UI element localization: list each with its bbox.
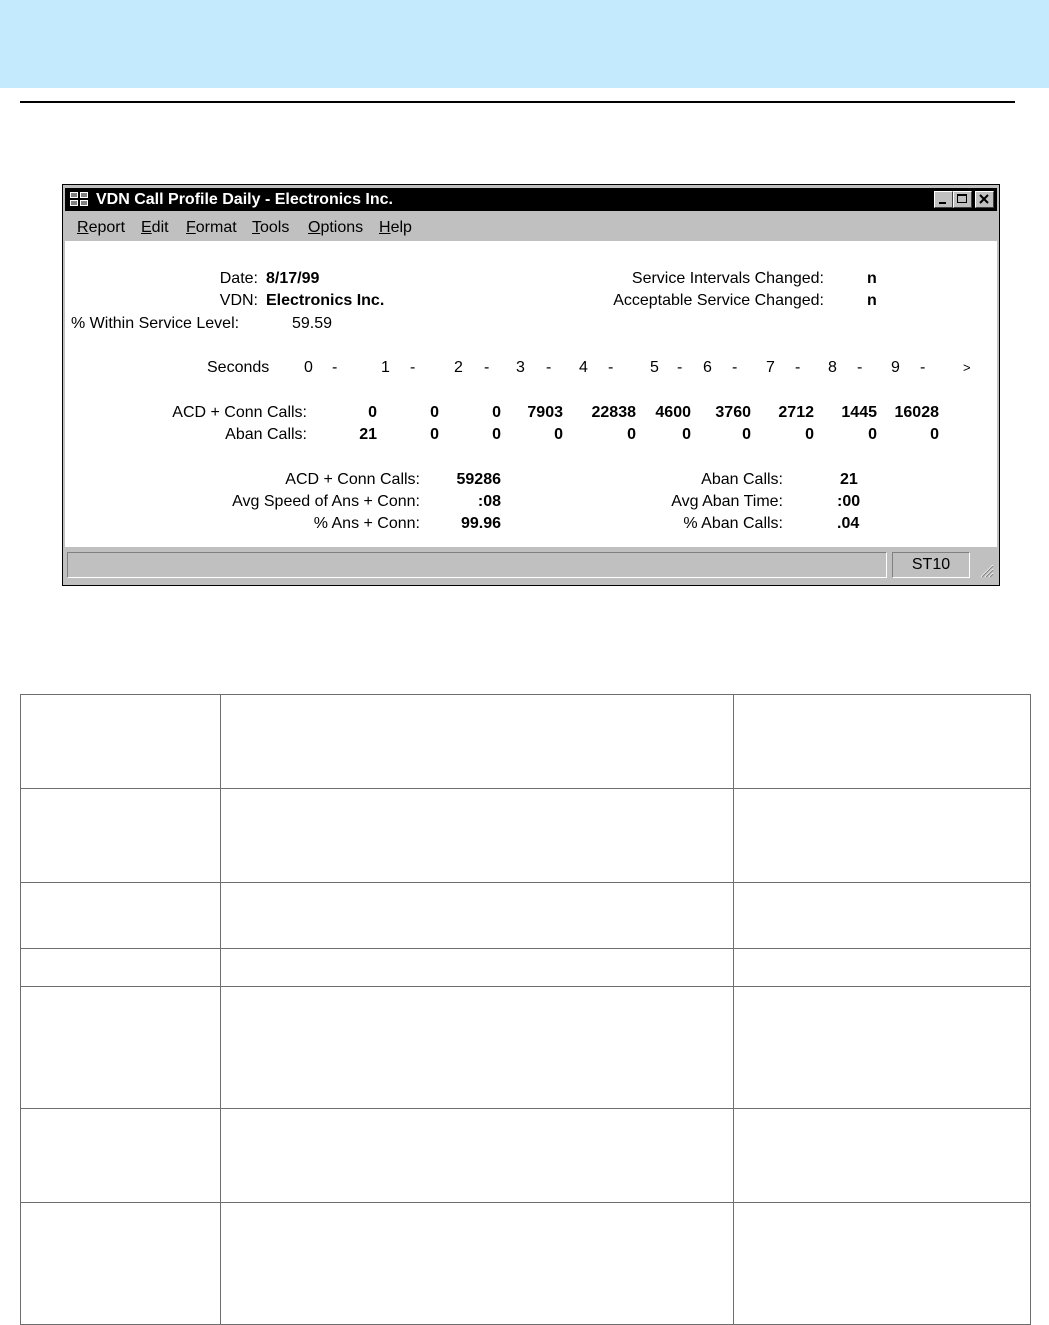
- acd-value: 0: [368, 404, 377, 421]
- table-cell: [21, 695, 221, 789]
- seconds-tick: 2: [454, 359, 463, 376]
- table-cell: [21, 1203, 221, 1325]
- acd-value: 22838: [591, 404, 636, 421]
- table-cell: [221, 1109, 734, 1203]
- table-row: [21, 883, 1031, 949]
- menu-tools[interactable]: Tools: [252, 219, 290, 236]
- table-cell: [221, 987, 734, 1109]
- seconds-tick: -: [677, 359, 683, 376]
- menu-edit[interactable]: Edit: [141, 219, 169, 236]
- avg-aban-label: Avg Aban Time:: [671, 493, 783, 510]
- menu-help[interactable]: Help: [379, 219, 412, 236]
- acd-value: 16028: [894, 404, 939, 421]
- seconds-tick: -: [546, 359, 552, 376]
- table-cell: [21, 789, 221, 883]
- document-table: [20, 694, 1031, 1325]
- table-cell: [21, 949, 221, 987]
- seconds-tick: 3: [516, 359, 525, 376]
- acd-value: 0: [492, 404, 501, 421]
- seconds-tick: -: [608, 359, 614, 376]
- header-rule: [20, 101, 1015, 103]
- aban-value: 0: [930, 426, 939, 443]
- table-cell: [21, 987, 221, 1109]
- app-icon[interactable]: [69, 191, 89, 208]
- window-title: VDN Call Profile Daily - Electronics Inc.: [96, 191, 393, 208]
- seconds-tick: -: [484, 359, 490, 376]
- seconds-tick: 5: [650, 359, 659, 376]
- aban-value: 0: [430, 426, 439, 443]
- aban-value: 0: [682, 426, 691, 443]
- table-cell: [734, 883, 1031, 949]
- aban-value: 0: [742, 426, 751, 443]
- table-row: [21, 1203, 1031, 1325]
- aban-value: 0: [627, 426, 636, 443]
- service-intervals-value: n: [867, 270, 877, 287]
- within-service-value: 59.59: [292, 315, 333, 332]
- table-row: [21, 949, 1031, 987]
- table-cell: [734, 1109, 1031, 1203]
- maximize-button[interactable]: [953, 191, 972, 208]
- summary-acd-value: 59286: [456, 471, 501, 488]
- aban-value: 0: [492, 426, 501, 443]
- table-cell: [734, 987, 1031, 1109]
- seconds-tick: 8: [828, 359, 837, 376]
- vdn-value: Electronics Inc.: [266, 292, 385, 309]
- table-row: [21, 695, 1031, 789]
- summary-aban-label: Aban Calls:: [701, 471, 783, 488]
- seconds-tick: -: [795, 359, 801, 376]
- seconds-tick: 9: [891, 359, 900, 376]
- seconds-tick: 0: [304, 359, 313, 376]
- table-cell: [734, 695, 1031, 789]
- table-cell: [734, 949, 1031, 987]
- close-button[interactable]: [975, 191, 994, 208]
- status-bar: [65, 550, 997, 582]
- acd-value: 1445: [841, 404, 877, 421]
- pct-aban-label: % Aban Calls:: [683, 515, 783, 532]
- status-panel: ST10: [892, 552, 970, 578]
- title-bar[interactable]: [65, 188, 997, 211]
- maximize-icon: [954, 192, 971, 207]
- seconds-tick: -: [732, 359, 738, 376]
- acceptable-service-value: n: [867, 292, 877, 309]
- resize-grip-icon[interactable]: [978, 562, 994, 578]
- table-row: [21, 987, 1031, 1109]
- summary-aban-value: 21: [840, 471, 858, 488]
- aban-value: 0: [805, 426, 814, 443]
- within-service-label: % Within Service Level:: [71, 315, 240, 332]
- seconds-tick: -: [857, 359, 863, 376]
- table-row: [21, 1109, 1031, 1203]
- acd-value: 3760: [715, 404, 751, 421]
- table-cell: [221, 1203, 734, 1325]
- summary-acd-label: ACD + Conn Calls:: [285, 471, 420, 488]
- seconds-tick: -: [410, 359, 416, 376]
- page-header-band: [0, 0, 1049, 88]
- table-cell: [21, 883, 221, 949]
- minimize-button[interactable]: [934, 191, 953, 208]
- aban-value: 0: [554, 426, 563, 443]
- acd-value: 4600: [655, 404, 691, 421]
- seconds-tick: 7: [766, 359, 775, 376]
- acd-value: 7903: [527, 404, 563, 421]
- seconds-tick: -: [920, 359, 926, 376]
- avg-speed-value: :08: [477, 493, 501, 510]
- status-message-panel: [67, 552, 887, 578]
- seconds-tick: -: [332, 359, 338, 376]
- report-window: [62, 184, 1000, 586]
- acd-value: 2712: [778, 404, 814, 421]
- date-value: 8/17/99: [266, 270, 320, 287]
- seconds-label: Seconds: [207, 359, 270, 376]
- table-cell: [221, 789, 734, 883]
- aban-value: 0: [868, 426, 877, 443]
- table-cell: [221, 949, 734, 987]
- aban-value: 21: [359, 426, 377, 443]
- avg-speed-label: Avg Speed of Ans + Conn:: [232, 493, 420, 510]
- acceptable-service-label: Acceptable Service Changed:: [613, 292, 824, 309]
- table-cell: [734, 789, 1031, 883]
- menu-options[interactable]: Options: [308, 219, 364, 236]
- date-label: Date:: [219, 270, 258, 287]
- acd-value: 0: [430, 404, 439, 421]
- avg-aban-value: :00: [837, 493, 861, 510]
- seconds-tick: 1: [381, 359, 390, 376]
- report-content: [65, 241, 997, 547]
- menu-bar: [65, 214, 997, 238]
- table-cell: [21, 1109, 221, 1203]
- table-cell: [221, 883, 734, 949]
- pct-ans-value: 99.96: [460, 515, 501, 532]
- service-intervals-label: Service Intervals Changed:: [631, 270, 824, 287]
- menu-format[interactable]: Format: [186, 219, 237, 236]
- seconds-tick: 6: [703, 359, 712, 376]
- menu-report[interactable]: Report: [77, 219, 126, 236]
- acd-conn-label: ACD + Conn Calls:: [172, 404, 307, 421]
- table-cell: [221, 695, 734, 789]
- close-icon: [976, 192, 993, 207]
- table-row: [21, 789, 1031, 883]
- minimize-icon: [935, 192, 952, 207]
- table-cell: [734, 1203, 1031, 1325]
- seconds-tick: >: [963, 360, 971, 375]
- pct-ans-label: % Ans + Conn:: [313, 515, 420, 532]
- pct-aban-value: .04: [837, 515, 860, 532]
- aban-calls-label: Aban Calls:: [225, 426, 307, 443]
- vdn-label: VDN:: [219, 292, 258, 309]
- seconds-tick: 4: [579, 359, 588, 376]
